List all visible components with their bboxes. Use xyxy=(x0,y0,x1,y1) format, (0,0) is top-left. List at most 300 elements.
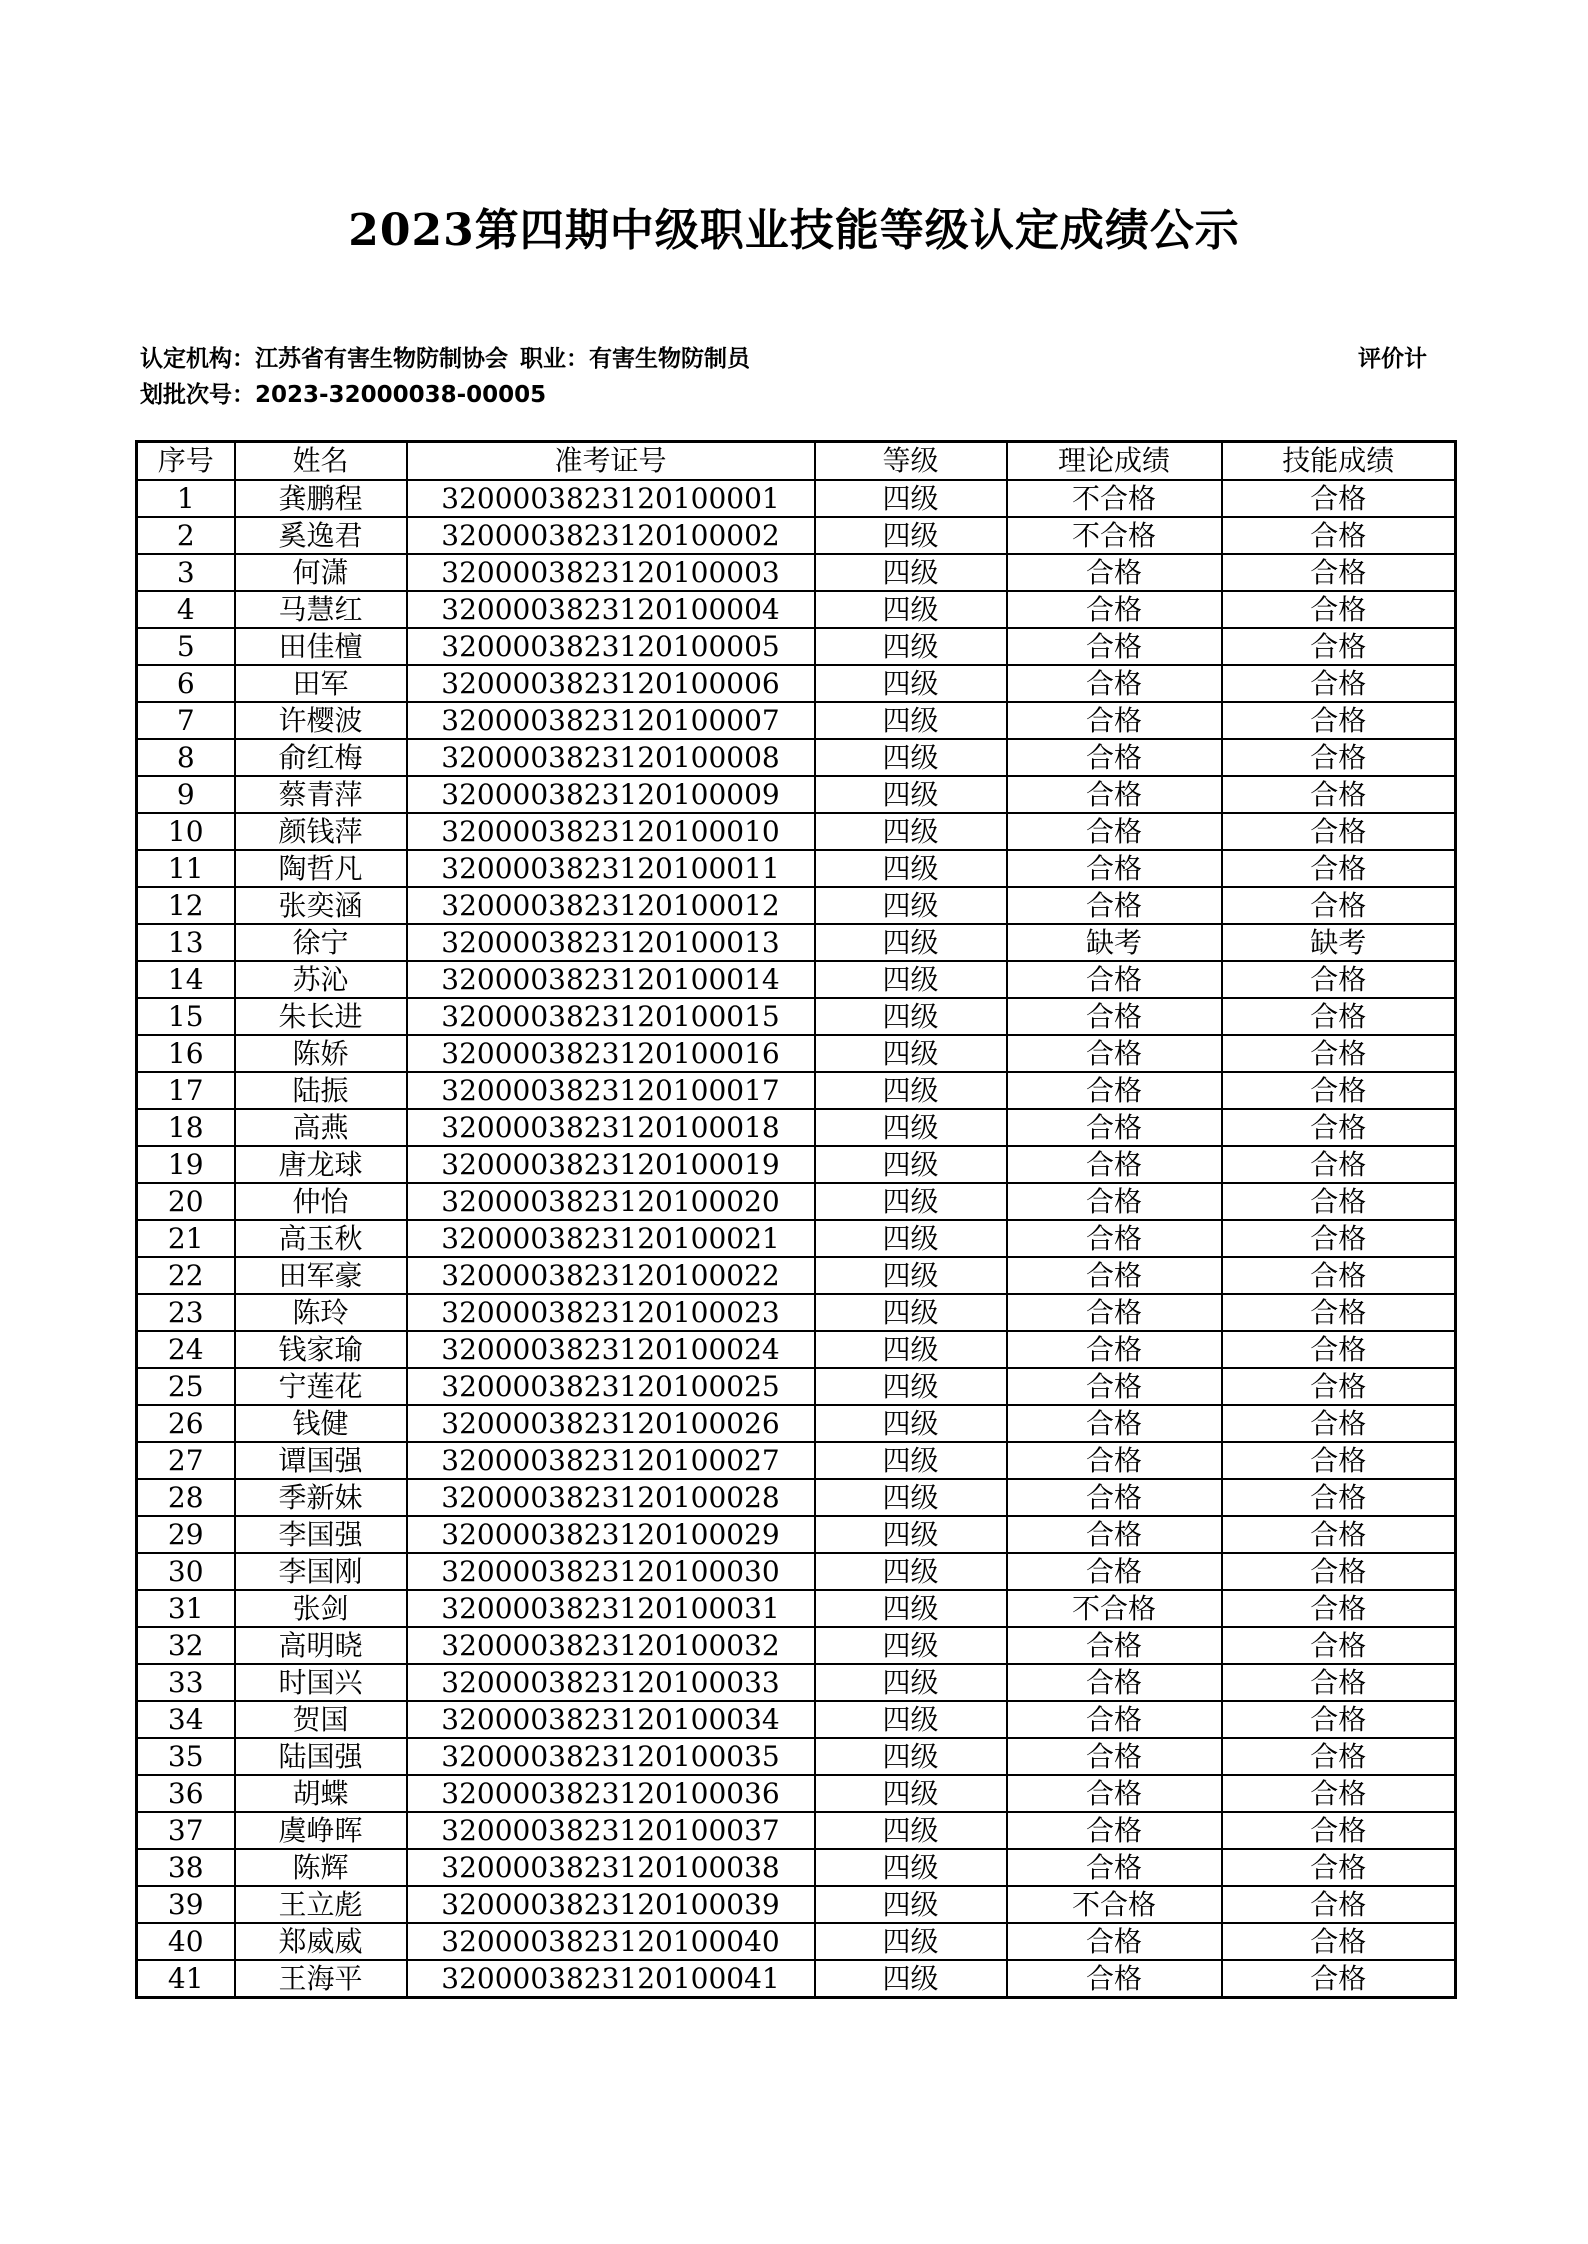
row-index-cell: 34 xyxy=(137,1701,235,1738)
exam-number-cell: 3200003823120100016 xyxy=(407,1035,815,1072)
eval-label: 评价计 xyxy=(1358,346,1427,372)
theory-score-cell: 合格 xyxy=(1007,1072,1222,1109)
row-index-cell: 28 xyxy=(137,1479,235,1516)
theory-score-cell: 合格 xyxy=(1007,1146,1222,1183)
theory-score-cell: 合格 xyxy=(1007,1442,1222,1479)
skill-score-cell: 合格 xyxy=(1222,1035,1456,1072)
exam-number-cell: 3200003823120100035 xyxy=(407,1738,815,1775)
candidate-name-cell: 钱家瑜 xyxy=(235,1331,407,1368)
row-index-cell: 22 xyxy=(137,1257,235,1294)
exam-number-cell: 3200003823120100017 xyxy=(407,1072,815,1109)
exam-number-cell: 3200003823120100005 xyxy=(407,628,815,665)
exam-number-cell: 3200003823120100013 xyxy=(407,924,815,961)
skill-score-cell: 合格 xyxy=(1222,813,1456,850)
skill-score-cell: 合格 xyxy=(1222,1886,1456,1923)
row-index-cell: 38 xyxy=(137,1849,235,1886)
exam-number-cell: 3200003823120100002 xyxy=(407,517,815,554)
exam-number-cell: 3200003823120100039 xyxy=(407,1886,815,1923)
theory-score-cell: 合格 xyxy=(1007,1923,1222,1960)
theory-score-cell: 合格 xyxy=(1007,813,1222,850)
table-row xyxy=(137,1886,1456,1923)
column-header: 理论成绩 xyxy=(1007,442,1222,481)
skill-score-cell: 合格 xyxy=(1222,554,1456,591)
level-cell: 四级 xyxy=(815,1331,1007,1368)
exam-number-cell: 3200003823120100040 xyxy=(407,1923,815,1960)
skill-score-cell: 合格 xyxy=(1222,628,1456,665)
table-row xyxy=(137,1183,1456,1220)
exam-number-cell: 3200003823120100029 xyxy=(407,1516,815,1553)
level-cell: 四级 xyxy=(815,1035,1007,1072)
exam-number-cell: 3200003823120100006 xyxy=(407,665,815,702)
skill-score-cell: 合格 xyxy=(1222,1664,1456,1701)
level-cell: 四级 xyxy=(815,1442,1007,1479)
certification-info-line xyxy=(140,340,750,373)
candidate-name-cell: 苏沁 xyxy=(235,961,407,998)
skill-score-cell: 合格 xyxy=(1222,739,1456,776)
skill-score-cell: 合格 xyxy=(1222,1627,1456,1664)
candidate-name-cell: 张剑 xyxy=(235,1590,407,1627)
theory-score-cell: 合格 xyxy=(1007,1368,1222,1405)
table-row xyxy=(137,961,1456,998)
batch-info-line xyxy=(140,376,546,409)
level-cell: 四级 xyxy=(815,665,1007,702)
theory-score-cell: 合格 xyxy=(1007,665,1222,702)
skill-score-cell: 合格 xyxy=(1222,1405,1456,1442)
level-cell: 四级 xyxy=(815,1849,1007,1886)
skill-score-cell: 合格 xyxy=(1222,850,1456,887)
table-row xyxy=(137,998,1456,1035)
row-index-cell: 40 xyxy=(137,1923,235,1960)
level-cell: 四级 xyxy=(815,1775,1007,1812)
theory-score-cell: 合格 xyxy=(1007,591,1222,628)
table-row xyxy=(137,1072,1456,1109)
candidate-name-cell: 徐宁 xyxy=(235,924,407,961)
exam-number-cell: 3200003823120100020 xyxy=(407,1183,815,1220)
skill-score-cell: 合格 xyxy=(1222,591,1456,628)
row-index-cell: 4 xyxy=(137,591,235,628)
theory-score-cell: 合格 xyxy=(1007,554,1222,591)
table-body xyxy=(137,480,1456,1998)
theory-score-cell: 合格 xyxy=(1007,1627,1222,1664)
theory-score-cell: 合格 xyxy=(1007,1812,1222,1849)
level-cell: 四级 xyxy=(815,813,1007,850)
exam-number-cell: 3200003823120100021 xyxy=(407,1220,815,1257)
table-row xyxy=(137,1738,1456,1775)
results-table xyxy=(135,440,1457,1999)
exam-number-cell: 3200003823120100007 xyxy=(407,702,815,739)
row-index-cell: 12 xyxy=(137,887,235,924)
row-index-cell: 27 xyxy=(137,1442,235,1479)
skill-score-cell: 合格 xyxy=(1222,1960,1456,1998)
row-index-cell: 8 xyxy=(137,739,235,776)
level-cell: 四级 xyxy=(815,776,1007,813)
candidate-name-cell: 高明晓 xyxy=(235,1627,407,1664)
table-row xyxy=(137,1257,1456,1294)
candidate-name-cell: 季新妹 xyxy=(235,1479,407,1516)
row-index-cell: 32 xyxy=(137,1627,235,1664)
candidate-name-cell: 虞峥晖 xyxy=(235,1812,407,1849)
level-cell: 四级 xyxy=(815,850,1007,887)
table-row xyxy=(137,1109,1456,1146)
level-cell: 四级 xyxy=(815,1516,1007,1553)
theory-score-cell: 不合格 xyxy=(1007,1590,1222,1627)
row-index-cell: 39 xyxy=(137,1886,235,1923)
theory-score-cell: 合格 xyxy=(1007,739,1222,776)
row-index-cell: 1 xyxy=(137,480,235,517)
table-row xyxy=(137,1442,1456,1479)
theory-score-cell: 合格 xyxy=(1007,1701,1222,1738)
level-cell: 四级 xyxy=(815,1627,1007,1664)
row-index-cell: 6 xyxy=(137,665,235,702)
table-row xyxy=(137,1627,1456,1664)
skill-score-cell: 合格 xyxy=(1222,665,1456,702)
row-index-cell: 29 xyxy=(137,1516,235,1553)
level-cell: 四级 xyxy=(815,1109,1007,1146)
batch-value: 2023-32000038-00005 xyxy=(255,382,547,408)
theory-score-cell: 合格 xyxy=(1007,1257,1222,1294)
table-row xyxy=(137,887,1456,924)
level-cell: 四级 xyxy=(815,1220,1007,1257)
table-row xyxy=(137,554,1456,591)
candidate-name-cell: 俞红梅 xyxy=(235,739,407,776)
row-index-cell: 33 xyxy=(137,1664,235,1701)
theory-score-cell: 合格 xyxy=(1007,1664,1222,1701)
table-row xyxy=(137,924,1456,961)
theory-score-cell: 合格 xyxy=(1007,961,1222,998)
level-cell: 四级 xyxy=(815,961,1007,998)
theory-score-cell: 合格 xyxy=(1007,1738,1222,1775)
level-cell: 四级 xyxy=(815,1183,1007,1220)
theory-score-cell: 不合格 xyxy=(1007,517,1222,554)
theory-score-cell: 合格 xyxy=(1007,1479,1222,1516)
exam-number-cell: 3200003823120100004 xyxy=(407,591,815,628)
skill-score-cell: 合格 xyxy=(1222,1183,1456,1220)
candidate-name-cell: 钱健 xyxy=(235,1405,407,1442)
exam-number-cell: 3200003823120100033 xyxy=(407,1664,815,1701)
skill-score-cell: 合格 xyxy=(1222,1701,1456,1738)
table-row xyxy=(137,1553,1456,1590)
table-row xyxy=(137,1479,1456,1516)
skill-score-cell: 合格 xyxy=(1222,887,1456,924)
exam-number-cell: 3200003823120100025 xyxy=(407,1368,815,1405)
occupation-value: 有害生物防制员 xyxy=(589,346,750,372)
page-title: 2023第四期中级职业技能等级认定成绩公示 xyxy=(348,205,1240,256)
row-index-cell: 17 xyxy=(137,1072,235,1109)
row-index-cell: 14 xyxy=(137,961,235,998)
table-row xyxy=(137,813,1456,850)
theory-score-cell: 合格 xyxy=(1007,1183,1222,1220)
exam-number-cell: 3200003823120100012 xyxy=(407,887,815,924)
level-cell: 四级 xyxy=(815,1146,1007,1183)
exam-number-cell: 3200003823120100018 xyxy=(407,1109,815,1146)
theory-score-cell: 合格 xyxy=(1007,776,1222,813)
batch-label: 划批次号： xyxy=(140,382,255,408)
exam-number-cell: 3200003823120100041 xyxy=(407,1960,815,1998)
candidate-name-cell: 高玉秋 xyxy=(235,1220,407,1257)
level-cell: 四级 xyxy=(815,1294,1007,1331)
row-index-cell: 24 xyxy=(137,1331,235,1368)
theory-score-cell: 合格 xyxy=(1007,1849,1222,1886)
table-row xyxy=(137,1146,1456,1183)
candidate-name-cell: 张奕涵 xyxy=(235,887,407,924)
theory-score-cell: 不合格 xyxy=(1007,480,1222,517)
row-index-cell: 18 xyxy=(137,1109,235,1146)
exam-number-cell: 3200003823120100003 xyxy=(407,554,815,591)
candidate-name-cell: 田军豪 xyxy=(235,1257,407,1294)
table-row xyxy=(137,850,1456,887)
skill-score-cell: 合格 xyxy=(1222,776,1456,813)
level-cell: 四级 xyxy=(815,924,1007,961)
row-index-cell: 21 xyxy=(137,1220,235,1257)
occupation-label: 职业： xyxy=(520,346,589,372)
table-row xyxy=(137,1294,1456,1331)
table-row xyxy=(137,1701,1456,1738)
theory-score-cell: 合格 xyxy=(1007,850,1222,887)
candidate-name-cell: 颜钱萍 xyxy=(235,813,407,850)
table-row xyxy=(137,480,1456,517)
table-row xyxy=(137,776,1456,813)
skill-score-cell: 合格 xyxy=(1222,1849,1456,1886)
level-cell: 四级 xyxy=(815,517,1007,554)
candidate-name-cell: 唐龙球 xyxy=(235,1146,407,1183)
row-index-cell: 23 xyxy=(137,1294,235,1331)
skill-score-cell: 合格 xyxy=(1222,1368,1456,1405)
skill-score-cell: 合格 xyxy=(1222,1553,1456,1590)
row-index-cell: 30 xyxy=(137,1553,235,1590)
row-index-cell: 15 xyxy=(137,998,235,1035)
candidate-name-cell: 陆振 xyxy=(235,1072,407,1109)
skill-score-cell: 合格 xyxy=(1222,702,1456,739)
exam-number-cell: 3200003823120100038 xyxy=(407,1849,815,1886)
exam-number-cell: 3200003823120100008 xyxy=(407,739,815,776)
skill-score-cell: 合格 xyxy=(1222,1294,1456,1331)
level-cell: 四级 xyxy=(815,1072,1007,1109)
row-index-cell: 5 xyxy=(137,628,235,665)
theory-score-cell: 合格 xyxy=(1007,1035,1222,1072)
table-header-row xyxy=(137,442,1456,481)
candidate-name-cell: 奚逸君 xyxy=(235,517,407,554)
exam-number-cell: 3200003823120100019 xyxy=(407,1146,815,1183)
candidate-name-cell: 龚鹏程 xyxy=(235,480,407,517)
level-cell: 四级 xyxy=(815,1960,1007,1998)
skill-score-cell: 合格 xyxy=(1222,1331,1456,1368)
level-cell: 四级 xyxy=(815,628,1007,665)
skill-score-cell: 合格 xyxy=(1222,998,1456,1035)
skill-score-cell: 合格 xyxy=(1222,1072,1456,1109)
candidate-name-cell: 陶哲凡 xyxy=(235,850,407,887)
candidate-name-cell: 何潇 xyxy=(235,554,407,591)
theory-score-cell: 合格 xyxy=(1007,1294,1222,1331)
column-header: 准考证号 xyxy=(407,442,815,481)
skill-score-cell: 合格 xyxy=(1222,1442,1456,1479)
candidate-name-cell: 李国刚 xyxy=(235,1553,407,1590)
exam-number-cell: 3200003823120100014 xyxy=(407,961,815,998)
table-row xyxy=(137,591,1456,628)
exam-number-cell: 3200003823120100024 xyxy=(407,1331,815,1368)
level-cell: 四级 xyxy=(815,1886,1007,1923)
exam-number-cell: 3200003823120100026 xyxy=(407,1405,815,1442)
exam-number-cell: 3200003823120100001 xyxy=(407,480,815,517)
candidate-name-cell: 陈玲 xyxy=(235,1294,407,1331)
theory-score-cell: 合格 xyxy=(1007,1331,1222,1368)
row-index-cell: 31 xyxy=(137,1590,235,1627)
theory-score-cell: 合格 xyxy=(1007,1109,1222,1146)
skill-score-cell: 合格 xyxy=(1222,961,1456,998)
row-index-cell: 13 xyxy=(137,924,235,961)
row-index-cell: 19 xyxy=(137,1146,235,1183)
theory-score-cell: 合格 xyxy=(1007,702,1222,739)
column-header: 技能成绩 xyxy=(1222,442,1456,481)
level-cell: 四级 xyxy=(815,1368,1007,1405)
level-cell: 四级 xyxy=(815,1738,1007,1775)
candidate-name-cell: 时国兴 xyxy=(235,1664,407,1701)
theory-score-cell: 合格 xyxy=(1007,887,1222,924)
skill-score-cell: 合格 xyxy=(1222,1479,1456,1516)
exam-number-cell: 3200003823120100022 xyxy=(407,1257,815,1294)
column-header: 姓名 xyxy=(235,442,407,481)
candidate-name-cell: 胡蝶 xyxy=(235,1775,407,1812)
theory-score-cell: 合格 xyxy=(1007,1405,1222,1442)
candidate-name-cell: 郑威威 xyxy=(235,1923,407,1960)
skill-score-cell: 合格 xyxy=(1222,1812,1456,1849)
table-row xyxy=(137,1405,1456,1442)
table-row xyxy=(137,1368,1456,1405)
skill-score-cell: 合格 xyxy=(1222,1738,1456,1775)
row-index-cell: 26 xyxy=(137,1405,235,1442)
candidate-name-cell: 王立彪 xyxy=(235,1886,407,1923)
candidate-name-cell: 蔡青萍 xyxy=(235,776,407,813)
theory-score-cell: 合格 xyxy=(1007,1960,1222,1998)
exam-number-cell: 3200003823120100037 xyxy=(407,1812,815,1849)
level-cell: 四级 xyxy=(815,887,1007,924)
skill-score-cell: 合格 xyxy=(1222,1923,1456,1960)
table-row xyxy=(137,1775,1456,1812)
level-cell: 四级 xyxy=(815,1923,1007,1960)
table-row xyxy=(137,739,1456,776)
level-cell: 四级 xyxy=(815,1701,1007,1738)
row-index-cell: 10 xyxy=(137,813,235,850)
candidate-name-cell: 宁莲花 xyxy=(235,1368,407,1405)
level-cell: 四级 xyxy=(815,702,1007,739)
level-cell: 四级 xyxy=(815,554,1007,591)
level-cell: 四级 xyxy=(815,480,1007,517)
theory-score-cell: 合格 xyxy=(1007,998,1222,1035)
candidate-name-cell: 陆国强 xyxy=(235,1738,407,1775)
level-cell: 四级 xyxy=(815,1553,1007,1590)
table-row xyxy=(137,517,1456,554)
skill-score-cell: 合格 xyxy=(1222,1109,1456,1146)
table-row xyxy=(137,1812,1456,1849)
candidate-name-cell: 田军 xyxy=(235,665,407,702)
skill-score-cell: 合格 xyxy=(1222,1257,1456,1294)
theory-score-cell: 合格 xyxy=(1007,1775,1222,1812)
exam-number-cell: 3200003823120100031 xyxy=(407,1590,815,1627)
table-row xyxy=(137,628,1456,665)
row-index-cell: 3 xyxy=(137,554,235,591)
candidate-name-cell: 许樱波 xyxy=(235,702,407,739)
level-cell: 四级 xyxy=(815,1257,1007,1294)
exam-number-cell: 3200003823120100027 xyxy=(407,1442,815,1479)
table-row xyxy=(137,702,1456,739)
skill-score-cell: 合格 xyxy=(1222,1220,1456,1257)
candidate-name-cell: 田佳檀 xyxy=(235,628,407,665)
candidate-name-cell: 谭国强 xyxy=(235,1442,407,1479)
exam-number-cell: 3200003823120100023 xyxy=(407,1294,815,1331)
row-index-cell: 20 xyxy=(137,1183,235,1220)
exam-number-cell: 3200003823120100011 xyxy=(407,850,815,887)
row-index-cell: 16 xyxy=(137,1035,235,1072)
table-row xyxy=(137,1849,1456,1886)
column-header: 序号 xyxy=(137,442,235,481)
org-label: 认定机构： xyxy=(140,346,255,372)
row-index-cell: 37 xyxy=(137,1812,235,1849)
table-row xyxy=(137,1960,1456,1998)
theory-score-cell: 合格 xyxy=(1007,1220,1222,1257)
table-row xyxy=(137,1923,1456,1960)
candidate-name-cell: 仲怡 xyxy=(235,1183,407,1220)
level-cell: 四级 xyxy=(815,998,1007,1035)
exam-number-cell: 3200003823120100032 xyxy=(407,1627,815,1664)
exam-number-cell: 3200003823120100034 xyxy=(407,1701,815,1738)
level-cell: 四级 xyxy=(815,1479,1007,1516)
skill-score-cell: 合格 xyxy=(1222,1516,1456,1553)
skill-score-cell: 合格 xyxy=(1222,517,1456,554)
row-index-cell: 25 xyxy=(137,1368,235,1405)
skill-score-cell: 合格 xyxy=(1222,1775,1456,1812)
exam-number-cell: 3200003823120100036 xyxy=(407,1775,815,1812)
row-index-cell: 41 xyxy=(137,1960,235,1998)
exam-number-cell: 3200003823120100015 xyxy=(407,998,815,1035)
table-row xyxy=(137,1220,1456,1257)
skill-score-cell: 合格 xyxy=(1222,1590,1456,1627)
candidate-name-cell: 陈辉 xyxy=(235,1849,407,1886)
table-row xyxy=(137,1664,1456,1701)
exam-number-cell: 3200003823120100010 xyxy=(407,813,815,850)
theory-score-cell: 缺考 xyxy=(1007,924,1222,961)
level-cell: 四级 xyxy=(815,1405,1007,1442)
table-row xyxy=(137,1590,1456,1627)
candidate-name-cell: 贺国 xyxy=(235,1701,407,1738)
theory-score-cell: 合格 xyxy=(1007,1516,1222,1553)
row-index-cell: 35 xyxy=(137,1738,235,1775)
candidate-name-cell: 朱长进 xyxy=(235,998,407,1035)
table-row xyxy=(137,1331,1456,1368)
level-cell: 四级 xyxy=(815,591,1007,628)
theory-score-cell: 不合格 xyxy=(1007,1886,1222,1923)
row-index-cell: 7 xyxy=(137,702,235,739)
exam-number-cell: 3200003823120100009 xyxy=(407,776,815,813)
level-cell: 四级 xyxy=(815,1812,1007,1849)
column-header: 等级 xyxy=(815,442,1007,481)
row-index-cell: 2 xyxy=(137,517,235,554)
skill-score-cell: 缺考 xyxy=(1222,924,1456,961)
level-cell: 四级 xyxy=(815,1590,1007,1627)
theory-score-cell: 合格 xyxy=(1007,1553,1222,1590)
skill-score-cell: 合格 xyxy=(1222,480,1456,517)
level-cell: 四级 xyxy=(815,1664,1007,1701)
skill-score-cell: 合格 xyxy=(1222,1146,1456,1183)
table-row xyxy=(137,1516,1456,1553)
candidate-name-cell: 高燕 xyxy=(235,1109,407,1146)
exam-number-cell: 3200003823120100030 xyxy=(407,1553,815,1590)
candidate-name-cell: 王海平 xyxy=(235,1960,407,1998)
row-index-cell: 9 xyxy=(137,776,235,813)
candidate-name-cell: 马慧红 xyxy=(235,591,407,628)
table-row xyxy=(137,665,1456,702)
exam-number-cell: 3200003823120100028 xyxy=(407,1479,815,1516)
level-cell: 四级 xyxy=(815,739,1007,776)
theory-score-cell: 合格 xyxy=(1007,628,1222,665)
